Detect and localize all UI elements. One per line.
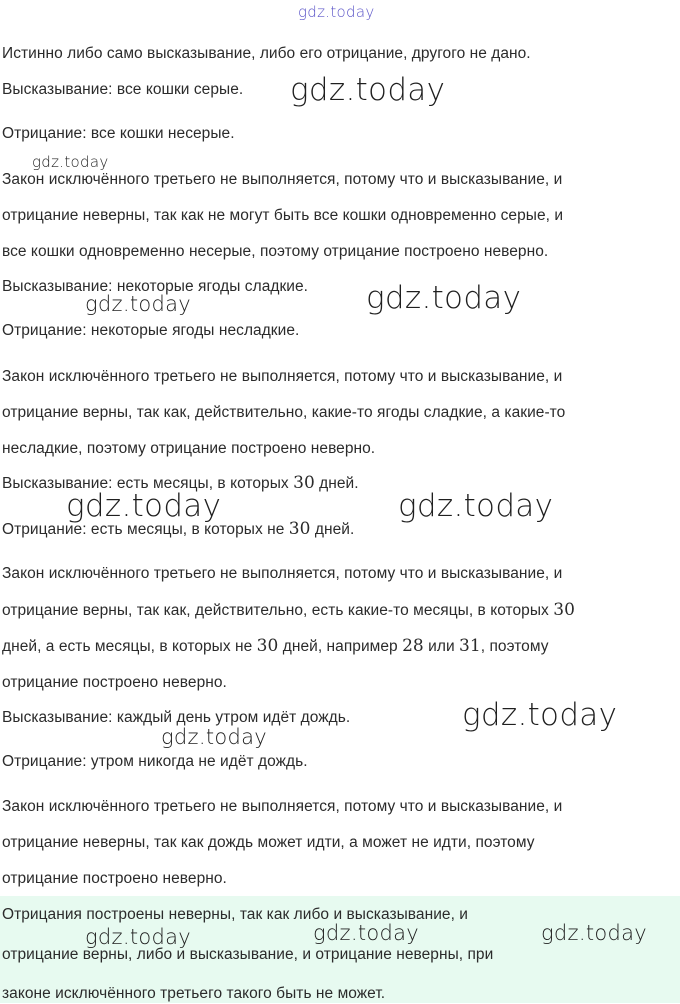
ex2-explanation-line-1: Закон исключённого третьего не выполняется, потому что и высказывание, и <box>2 368 563 385</box>
conclusion-line-3: законе исключённого третьего такого быть не может. <box>2 985 386 1002</box>
ex4-negation: Отрицание: утром никогда не идёт дождь. <box>2 753 308 770</box>
ex4-explanation-line-3: отрицание построено неверно. <box>2 870 227 887</box>
ex3-line3-or: или <box>428 638 455 655</box>
ex3-negation-suffix: дней. <box>314 521 355 538</box>
ex4-explanation-line-2: отрицание неверны, так как дождь может идти, а может не идти, поэтому <box>2 834 535 851</box>
ex3-negation-number: 30 <box>288 519 311 539</box>
ex3-negation-text: Отрицание: есть месяцы, в которых не <box>2 521 285 538</box>
conclusion-line-2: отрицание верны, либо и высказывание, и отрицание неверны, при <box>2 946 494 963</box>
ex3-line2-text: отрицание верны, так как, действительно, есть какие-то месяцы, в которых <box>2 602 549 619</box>
ex3-line3-mid: дней, например <box>282 638 398 655</box>
ex2-statement: Высказывание: некоторые ягоды сладкие. <box>2 278 309 295</box>
ex3-statement-suffix: дней. <box>319 475 359 492</box>
ex4-explanation-line-1: Закон исключённого третьего не выполняется, потому что и высказывание, и <box>2 798 563 815</box>
ex1-negation: Отрицание: все кошки несерые. <box>2 125 235 142</box>
watermark: gdz.today <box>313 921 420 945</box>
ex3-line3-number-3: 31 <box>459 636 481 656</box>
watermark-top: gdz.today <box>298 3 375 21</box>
ex3-line3-suffix: , поэтому <box>480 638 549 655</box>
ex1-explanation-line-3: все кошки одновременно несерые, поэтому отрицание построено неверно. <box>2 243 549 260</box>
intro-text: Истинно либо само высказывание, либо его отрицание, другого не дано. <box>2 45 531 62</box>
ex2-explanation-line-2: отрицание верны, так как, действительно, какие-то ягоды сладкие, а какие-то <box>2 404 566 421</box>
ex1-statement: Высказывание: все кошки серые. <box>2 81 244 98</box>
watermark: gdz.today <box>541 921 648 945</box>
ex2-explanation-line-3: несладкие, поэтому отрицание построено неверно. <box>2 440 376 457</box>
ex4-statement: Высказывание: каждый день утром идёт дождь. <box>2 709 351 726</box>
ex3-statement-number: 30 <box>293 473 315 493</box>
watermark: gdz.today <box>85 292 192 316</box>
watermark: gdz.today <box>85 925 192 949</box>
ex3-line3-number-1: 30 <box>256 636 279 656</box>
watermark: gdz.today <box>290 72 446 108</box>
watermark: gdz.today <box>366 280 522 316</box>
watermark: gdz.today <box>398 488 554 524</box>
ex3-line3-number-2: 28 <box>402 636 424 656</box>
ex3-explanation-line-4: отрицание построено неверно. <box>2 674 227 691</box>
ex3-line2-number: 30 <box>553 600 575 620</box>
watermark: gdz.today <box>32 153 109 171</box>
watermark: gdz.today <box>462 697 618 733</box>
ex1-explanation-line-2: отрицание неверны, так как не могут быть все кошки одновременно серые, и <box>2 207 564 224</box>
watermark: gdz.today <box>161 725 268 749</box>
ex3-statement-text: Высказывание: есть месяцы, в которых <box>2 475 289 492</box>
ex3-explanation-line-2 <box>2 600 575 621</box>
ex3-line3-text: дней, а есть месяцы, в которых не <box>2 638 253 655</box>
ex3-explanation-line-3 <box>2 636 549 657</box>
ex3-explanation-line-1: Закон исключённого третьего не выполняется, потому что и высказывание, и <box>2 565 563 582</box>
ex1-explanation-line-1: Закон исключённого третьего не выполняется, потому что и высказывание, и <box>2 171 563 188</box>
conclusion-line-1: Отрицания построены неверны, так как либо и высказывание, и <box>2 906 468 923</box>
watermark: gdz.today <box>66 488 222 524</box>
ex2-negation: Отрицание: некоторые ягоды несладкие. <box>2 322 300 339</box>
